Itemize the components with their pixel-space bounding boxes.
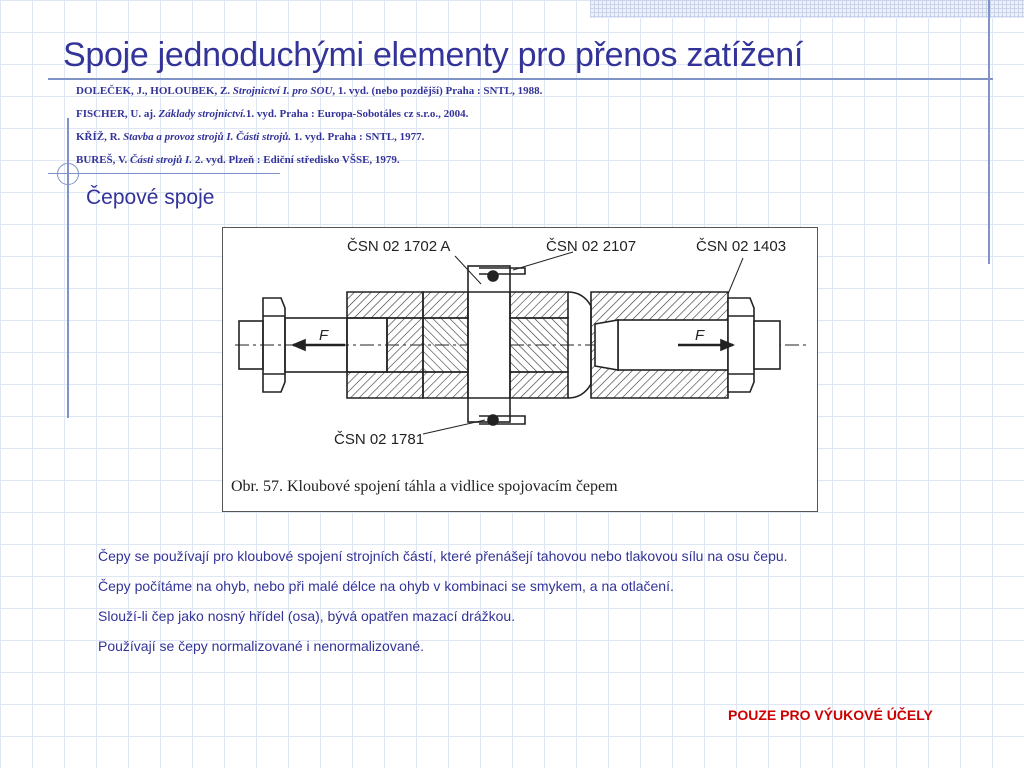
pin-joint-drawing <box>223 228 817 511</box>
force-label-left: F <box>319 327 329 344</box>
reference-item: DOLEČEK, J., HOLOUBEK, Z. Strojnictví I. pro SOU, 1. vyd. (nebo pozdější) Praha : SNTL, 1988. <box>76 85 543 97</box>
title-underline <box>48 78 993 80</box>
bullet-item: Čepy se používají pro kloubové spojení strojních částí, které přenášejí tahovou nebo tlakovou sílu na osu čepu. <box>98 548 788 564</box>
bullet-item: Používají se čepy normalizované i nenormalizované. <box>98 638 425 654</box>
reference-item: BUREŠ, V. Části strojů I. 2. vyd. Plzeň : Ediční středisko VŠSE, 1979. <box>76 154 400 166</box>
technical-drawing <box>222 227 818 512</box>
decor-vertical-line-right <box>988 0 990 264</box>
bullet-item: Čepy počítáme na ohyb, nebo při malé délce na ohyb v kombinaci se smykem, a na otlačení. <box>98 578 674 594</box>
label-csn-02-2107: ČSN 02 2107 <box>546 238 637 255</box>
footer-notice: POUZE PRO VÝUKOVÉ ÚČELY <box>728 707 933 723</box>
label-csn-02-1403: ČSN 02 1403 <box>696 238 787 255</box>
bullet-item: Slouží-li čep jako nosný hřídel (osa), bývá opatřen mazací drážkou. <box>98 608 516 624</box>
header-decor-strip <box>590 0 1024 18</box>
force-label-right: F <box>695 327 705 344</box>
label-csn-02-1702a: ČSN 02 1702 A <box>347 238 451 255</box>
reference-list <box>76 84 542 176</box>
slide-title: Spoje jednoduchými elementy pro přenos zatížení <box>63 36 804 74</box>
reference-item: KŘÍŽ, R. Stavba a provoz strojů I. Části strojů. 1. vyd. Praha : SNTL, 1977. <box>76 131 425 143</box>
figure-caption: Obr. 57. Kloubové spojení táhla a vidlice spojovacím čepem <box>231 478 618 495</box>
bullet-list <box>98 546 788 666</box>
label-csn-02-1781: ČSN 02 1781 <box>334 431 425 448</box>
reference-item: FISCHER, U. aj. Základy strojnictví.1. vyd. Praha : Europa-Sobotáles cz s.r.o., 2004. <box>76 108 469 120</box>
section-subtitle: Čepové spoje <box>86 186 215 209</box>
